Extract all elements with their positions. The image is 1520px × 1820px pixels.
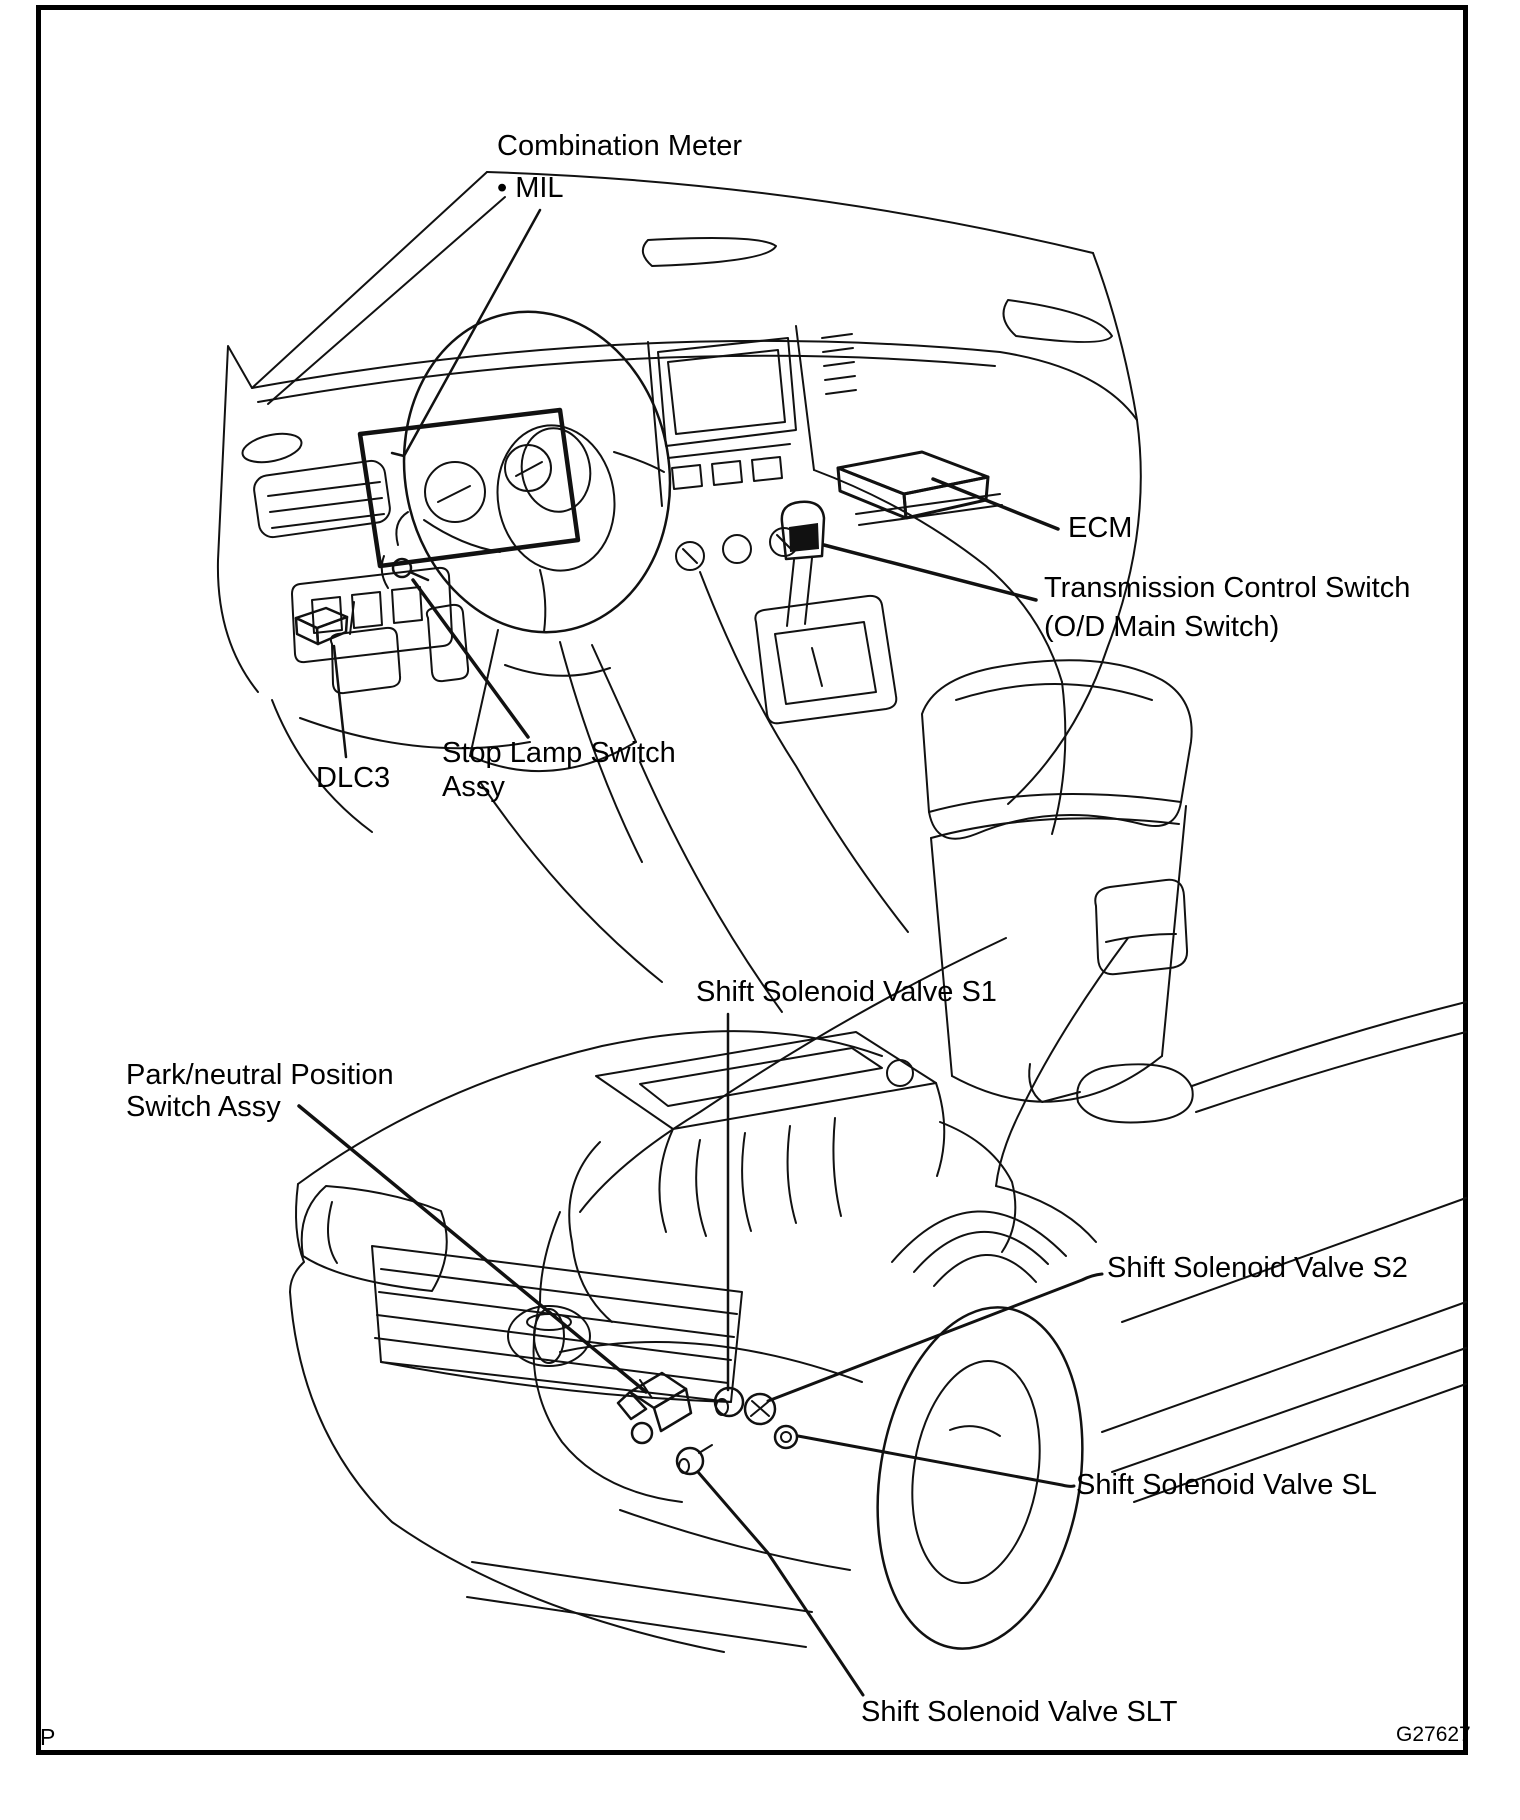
page-marker: P bbox=[40, 1724, 56, 1750]
park-neutral-position-switch bbox=[618, 1373, 691, 1443]
figure-id: G27627 bbox=[1396, 1723, 1471, 1746]
shift-solenoid-valve-sl bbox=[775, 1426, 797, 1448]
label-dlc3: DLC3 bbox=[316, 762, 391, 794]
switch-panel bbox=[292, 568, 452, 662]
label-stop-lamp-switch: Stop Lamp Switch bbox=[442, 737, 676, 769]
grille bbox=[372, 1246, 742, 1402]
label-shift-solenoid-s1: Shift Solenoid Valve S1 bbox=[696, 976, 997, 1008]
label-shift-solenoid-slt: Shift Solenoid Valve SLT bbox=[861, 1696, 1178, 1728]
engine-block bbox=[534, 1032, 1016, 1570]
label-od-main-switch: (O/D Main Switch) bbox=[1044, 611, 1280, 643]
leader-ecm bbox=[933, 479, 1058, 529]
front-wheel bbox=[854, 1292, 1105, 1663]
dlc3-connector bbox=[296, 608, 347, 644]
leader-dlc3 bbox=[334, 646, 346, 757]
side-mirror bbox=[1029, 1064, 1193, 1122]
ecm-box bbox=[838, 452, 1002, 525]
label-mil: • MIL bbox=[497, 172, 564, 204]
label-shift-solenoid-s2: Shift Solenoid Valve S2 bbox=[1107, 1252, 1408, 1284]
armrest-console bbox=[560, 572, 1192, 1102]
label-shift-solenoid-sl: Shift Solenoid Valve SL bbox=[1076, 1469, 1377, 1501]
center-stack bbox=[648, 326, 856, 570]
shift-solenoid-valve-slt bbox=[677, 1445, 712, 1474]
leader-shift-solenoid-slt bbox=[698, 1472, 863, 1695]
pedals bbox=[300, 602, 530, 748]
leader-transmission-control-switch bbox=[824, 545, 1036, 600]
label-ecm: ECM bbox=[1068, 512, 1133, 544]
label-park-neutral-switch-assy: Switch Assy bbox=[126, 1091, 281, 1123]
od-main-switch bbox=[789, 523, 819, 552]
engine-illustration bbox=[290, 938, 1466, 1695]
label-park-neutral-position: Park/neutral Position bbox=[126, 1059, 394, 1091]
leader-shift-solenoid-sl bbox=[798, 1436, 1074, 1486]
label-combination-meter: Combination Meter bbox=[497, 130, 742, 162]
label-transmission-control-switch: Transmission Control Switch bbox=[1044, 572, 1411, 604]
label-stop-lamp-switch-assy: Assy bbox=[442, 771, 505, 803]
instrument-cluster bbox=[360, 410, 578, 566]
dash-speaker-vent bbox=[240, 429, 304, 467]
front-bumper bbox=[290, 1262, 812, 1652]
